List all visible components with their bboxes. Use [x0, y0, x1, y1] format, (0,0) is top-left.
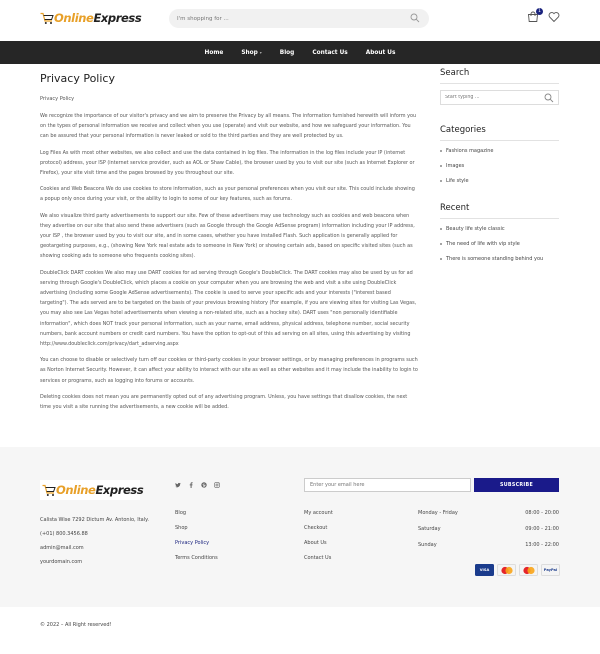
policy-paragraph: Deleting cookies does not mean you are permanently opted out of any advertising program. Unless, you have settings that disallow cookies, the next time you visit a site running the advertisements, a new cookie will be added. — [40, 393, 408, 411]
footer-link-account[interactable]: My account — [304, 510, 333, 516]
policy-paragraph: We recognize the importance of our visitor's privacy and we aim to preserve the Privacy by all means. The information furnished herewith will inform you on the types of personal information we receive and collect when you use (operate) and visit our website, and how we safeguard your information. You can be assured that your personal information is never leaked or sold to the third parties and they are well protected by us. — [40, 113, 417, 140]
hours-time: 09:00 - 21:00 — [525, 526, 559, 532]
sidebar-search — [440, 90, 559, 105]
mastercard-icon — [497, 564, 516, 576]
hours-row — [418, 526, 559, 533]
nav-about-label: About Us — [365, 49, 396, 56]
policy-paragraph: DoubleClick DART cookies We also may use DART cookies for ad serving through Google's DoubleClick. The DART cookies may also be used by us for ad serving through Google's DoubleClick, which places a cookie on your computer when you are browsing the web and visit a site using DoubleClick advertising (including some Google AdSense advertisements). The cookie is used to serve your specific ads and your interests ("interest based targeting"). The ads served are to be targeted on the basis of your previous browsing history (For example, if you are viewing sites for visiting Las Vegas, you may also see Las Vegas hotel advertisements when viewing a non-related site, such as a hockey site). DART uses "non personally identifiable information", which does NOT track your personal information, such as your name, email address, physical address, telephone number, social security numbers, bank account numbers or credit card numbers. You have the option to opt-out of this ad serving on all sites, using this advertising by visiting http://www.doubleclick.com/privacy/dart_adserving.aspx — [40, 269, 417, 348]
footer-link-contact[interactable]: Contact Us — [304, 555, 332, 561]
search-icon[interactable] — [410, 13, 420, 25]
paypal-icon: PayPal — [541, 564, 560, 576]
footer-links-col-2 — [304, 510, 333, 570]
footer-link-terms[interactable]: Terms Conditions — [175, 555, 218, 561]
pinterest-icon[interactable] — [201, 482, 207, 490]
cart-logo-icon — [40, 12, 54, 24]
divider — [440, 83, 559, 84]
policy-paragraph: Log Files As with most other websites, we also collect and use the data contained in log files. The information in the log files include your IP (internet protocol) address, your ISP (internet service provider, such as AOL or Shaw Cable), the browser used by you to visit our site (such as Internet Explorer or Firefox), your site visit time and the pages browsed by you throughout our site. — [40, 149, 415, 177]
recent-post-item[interactable]: Beauty life style classic — [440, 225, 559, 233]
hours-row — [418, 510, 559, 517]
footer-contact — [40, 517, 149, 573]
footer-link-checkout[interactable]: Checkout — [304, 525, 328, 531]
brand-name — [54, 11, 141, 25]
brand-part-2: Express — [93, 11, 142, 25]
category-item[interactable]: Life style — [440, 177, 559, 185]
nav-shop[interactable] — [241, 50, 261, 56]
brand-part-1: Online — [54, 11, 94, 25]
main-content — [40, 72, 418, 418]
search-icon[interactable] — [544, 93, 554, 105]
hours-time: 13:00 - 22:00 — [525, 542, 559, 548]
sidebar-search-title: Search — [440, 68, 470, 78]
policy-paragraph: You can choose to disable or selectively turn off our cookies or third-party cookies in your browser settings, or by managing preferences in programs such as Norton Internet Security. However, it can affect your ability to interact with our site as well as other websites and it may include the inability to login to services or programs, such as logging into forums or accounts. — [40, 357, 418, 384]
brand-part-2: Express — [95, 483, 144, 497]
footer-email[interactable]: admin@mail.com — [40, 545, 84, 551]
divider — [440, 140, 559, 141]
site-footer — [0, 447, 600, 607]
recent-post-item[interactable]: There is someone standing behind you — [440, 255, 559, 263]
newsletter-email-input[interactable] — [304, 478, 471, 492]
nav-about[interactable] — [366, 50, 396, 56]
subscribe-button[interactable]: SUBSCRIBE — [474, 478, 559, 492]
footer-link-privacy[interactable]: Privacy Policy — [175, 540, 210, 546]
visa-icon: VISA — [475, 564, 494, 576]
brand-part-1: Online — [56, 483, 96, 497]
sidebar-recent-title: Recent — [440, 203, 470, 213]
footer-link-about[interactable]: About Us — [304, 540, 327, 546]
nav-contact[interactable] — [312, 50, 347, 56]
nav-shop-label: Shop — [241, 49, 258, 56]
footer-brand-name — [56, 483, 143, 497]
footer-links-col-1 — [175, 510, 218, 570]
footer-link-blog[interactable]: Blog — [175, 510, 187, 516]
policy-paragraph: Cookies and Web Beacons We do use cookies to store information, such as your personal preferences when you visit our site. This could include showing a popup only once during your visit, or the ability to login to some of our key features, such as forums. — [40, 186, 415, 203]
recent-list — [440, 225, 559, 263]
policy-paragraph: We also visualize third party advertisements to support our site. Few of these advertisers may use technology such as cookies and web beacons when they advertise on our site that also send these advertisers (such as Google through the Google AdSense program) information including your IP address, your ISP , the browser used by you to visit our site, and in some cases, whether you have installed Flash. Such application is generally applied for geotargeting purposes, e.g., (showing New York real estate ads to someone in New York) or showing certain ads, based on specific visited sites (such as showing cooking ads to someone who frequents cooking sites). — [40, 212, 415, 260]
recent-post-item[interactable]: The need of life with vip style — [440, 240, 559, 248]
site-header — [0, 0, 600, 41]
social-links — [175, 482, 220, 490]
page-title: Privacy Policy — [40, 72, 115, 85]
sidebar-search-input[interactable] — [441, 91, 536, 104]
category-item[interactable]: Images — [440, 162, 559, 170]
footer-logo[interactable] — [40, 480, 144, 500]
cart-logo-icon — [42, 484, 56, 496]
footer-domain[interactable]: yourdomain.com — [40, 559, 83, 565]
breadcrumb: Privacy Policy — [40, 96, 75, 102]
hours-day: Monday - Friday — [418, 510, 458, 516]
payment-methods — [475, 564, 560, 576]
header-icons — [527, 11, 560, 25]
nav-home-label: Home — [204, 49, 224, 56]
amex-icon — [519, 564, 538, 576]
cart-count-badge: 1 — [536, 8, 543, 15]
hours-time: 08:00 - 20:00 — [525, 510, 559, 516]
cart-icon[interactable] — [527, 11, 539, 23]
footer-phone[interactable]: (+01) 800.3456.88 — [40, 531, 88, 537]
hours-row — [418, 542, 559, 549]
footer-link-shop[interactable]: Shop — [175, 525, 188, 531]
main-nav — [0, 41, 600, 64]
newsletter-form — [304, 478, 559, 492]
hours-day: Sunday — [418, 542, 437, 548]
category-list — [440, 147, 559, 185]
nav-blog[interactable] — [280, 50, 295, 56]
divider — [440, 218, 559, 219]
sidebar — [440, 68, 559, 281]
instagram-icon[interactable] — [214, 482, 220, 490]
chevron-down-icon: ▾ — [259, 50, 262, 55]
category-item[interactable]: Fashions magazine — [440, 147, 559, 155]
footer-address: Calista Wise 7292 Dictum Av. Antonio, Italy. — [40, 517, 149, 523]
opening-hours — [418, 510, 559, 558]
hours-day: Saturday — [418, 526, 441, 532]
nav-home[interactable] — [205, 50, 224, 56]
header-search-input[interactable] — [169, 9, 389, 28]
facebook-icon[interactable] — [188, 482, 194, 490]
copyright: © 2022 – All Right reserved! — [40, 622, 112, 628]
twitter-icon[interactable] — [175, 482, 181, 490]
nav-blog-label: Blog — [279, 49, 295, 56]
sidebar-categories-title: Categories — [440, 125, 486, 135]
nav-contact-label: Contact Us — [312, 49, 348, 56]
logo[interactable] — [40, 10, 141, 26]
header-search — [169, 9, 429, 28]
wishlist-heart-icon[interactable] — [548, 11, 560, 25]
